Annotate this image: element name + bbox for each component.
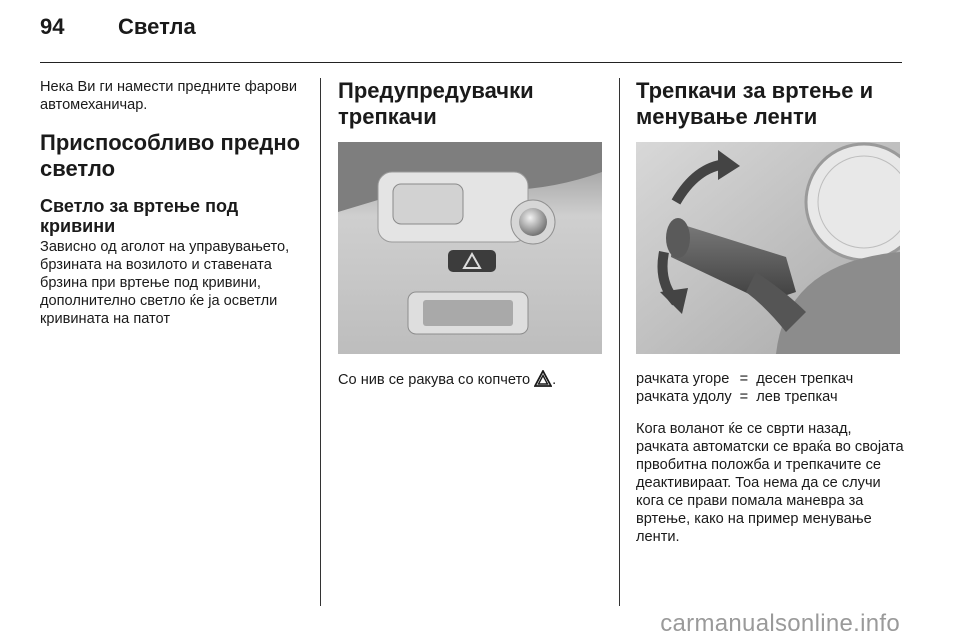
definition-row: [636, 388, 853, 406]
turn-signal-heading: Трепкачи за вртење и менување ленти: [636, 78, 874, 129]
cornering-light-subheading: Светло за вртење под кривини: [40, 196, 239, 236]
definition-term: рачката угоре: [636, 371, 730, 387]
column-divider-1: [320, 78, 321, 606]
hazard-triangle-icon: [534, 370, 552, 387]
top-rule: [40, 62, 902, 63]
column-left: [40, 74, 308, 328]
column-divider-2: [619, 78, 620, 606]
column-right: [636, 74, 904, 546]
definition-separator: =: [739, 389, 749, 405]
lever-definitions: [636, 370, 853, 406]
watermark: carmanualsonline.info: [660, 610, 900, 637]
definition-term: рачката удолу: [636, 389, 732, 405]
definition-row: [636, 370, 853, 388]
page-title: Светла: [118, 14, 196, 39]
hazard-heading: Предупредувачки трепкачи: [338, 78, 534, 129]
hazard-caption: [338, 370, 602, 389]
adaptive-light-heading: Приспособливо предно светло: [40, 130, 301, 181]
page-number: 94: [40, 14, 65, 39]
definition-value: десен трепкач: [756, 371, 854, 387]
turn-signal-lever-illustration: [636, 142, 900, 354]
column-middle: [338, 74, 602, 389]
turn-signal-body: Кога воланот ќе се сврти назад, рачката автоматски се враќа во својата првобитна положба и трепкачите се деактивираат. Тоа нема да се случи кога се прави помала маневра за вртење, како на пример менување ленти.: [636, 421, 904, 545]
definition-value: лев трепкач: [756, 389, 838, 405]
hazard-caption-text: Со нив се ракува со копчето: [338, 372, 531, 388]
intro-text: Нека Ви ги намести предните фарови автомеханичар.: [40, 79, 298, 113]
definition-separator: =: [739, 371, 749, 387]
hazard-switch-illustration: [338, 142, 602, 354]
cornering-light-body: Зависно од аголот на управувањето, брзината на возилото и ставената брзина при вртење под кривини, дополнително светло ќе ја осветли кривината на патот: [40, 239, 290, 327]
hazard-caption-end: .: [552, 372, 557, 388]
